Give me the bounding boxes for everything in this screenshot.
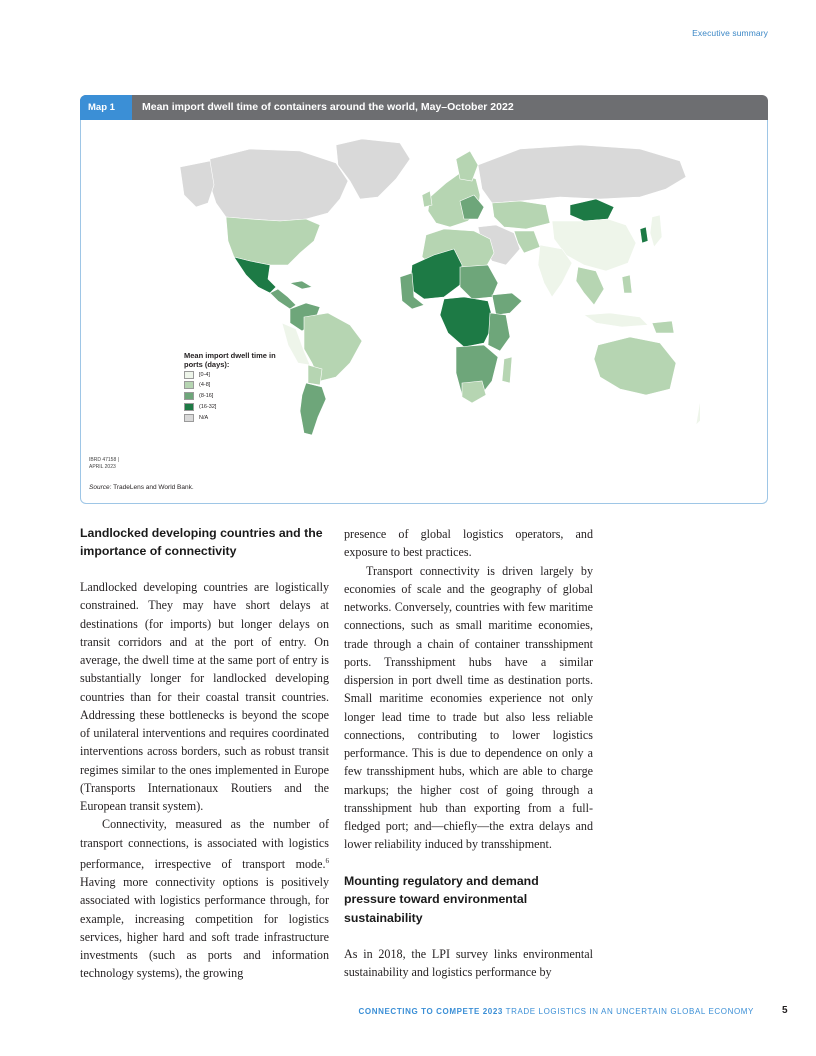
map-region-central-asia: [492, 201, 550, 229]
map-region-sahel: [410, 249, 462, 299]
paragraph: presence of global logistics operators, and exposure to best practices.: [344, 527, 593, 560]
legend-label: (4-8]: [199, 382, 211, 389]
map-region-australia: [594, 337, 676, 395]
legend-label: [0-4]: [199, 371, 211, 378]
map-region-philippines: [622, 275, 632, 293]
legend-label: (8-16]: [199, 393, 214, 400]
map-region-mongolia: [570, 199, 614, 221]
paragraph: Landlocked developing countries are logistically constrained. They may have short delays at destinations (for imports) but longer delays on transit corridors and at the port of entry. On average, the dwell time at the same port of entry is substantially longer for landlocked developing countries than for their coastal transit countries. Addressing these bottlenecks is beyond the scope of unilateral interventions and requires coordinated interventions across borders, such as robust transit regimes similar to the ones implemented in Europe (Transports Internationaux Routiers and the European transit system).: [80, 580, 329, 813]
running-head: Executive summary: [692, 28, 768, 38]
legend-swatch: [184, 414, 194, 422]
map-region-sudan: [460, 265, 498, 299]
section-heading: Landlocked developing countries and the importance of connectivity: [80, 526, 323, 558]
legend-swatch: [184, 381, 194, 389]
map-region-uk: [422, 191, 432, 207]
paragraph: Transport connectivity is driven largely by economies of scale and the geography of global networks. Conversely, countries with few maritime connections, such as small maritime economies, trade through a chain of container transshipment ports. Transshipment hubs have a similar dispersion in port dwell time as destination ports. Small maritime economies experience not only longer lead time to trade but also less reliable connections, contributing to lower logistics performance. This is due to dependence on only a few transshipment hubs, which are able to charge markups; the higher cost of going through a transshipment hub than exporting from a full-fledged port; and—chiefly—the extra delays and lower reliability induced by transshipment.: [344, 563, 593, 852]
legend-label: (16-32]: [199, 404, 217, 411]
map-region-canada: [210, 149, 348, 221]
legend-label: N/A: [199, 414, 209, 421]
map-region-new-zealand: [696, 399, 700, 425]
map-header: [80, 95, 768, 120]
legend-title: Mean import dwell time in ports (days):: [184, 351, 276, 369]
legend-swatch: [184, 403, 194, 411]
legend-swatch: [184, 392, 194, 400]
map-region-horn-africa: [492, 293, 522, 315]
footer: [359, 1007, 754, 1016]
legend-item: [184, 413, 294, 423]
map-label: Map 1: [80, 95, 132, 120]
map-source: [89, 484, 194, 491]
map-region-central-africa: [440, 297, 494, 347]
map-region-east-africa: [488, 313, 510, 351]
map-region-southeast-asia: [576, 267, 604, 305]
ibrd-number: IBRD 47158 |: [89, 457, 119, 463]
source-label: Source:: [89, 484, 112, 491]
ibrd-date: APRIL 2023: [89, 463, 116, 470]
map-region-russia: [478, 145, 686, 203]
paragraph-text: Connectivity, measured as the number of transport connections, is associated with logistics performance, irrespective of transport mode.: [80, 817, 329, 871]
map-region-alaska: [180, 161, 214, 207]
map-legend: [184, 351, 294, 423]
map-region-png: [652, 321, 674, 333]
legend-item: [184, 402, 294, 412]
map-title: Mean import dwell time of containers around the world, May–October 2022: [142, 101, 514, 113]
map-region-korea: [640, 227, 648, 243]
left-column: [80, 525, 329, 983]
map-region-madagascar: [502, 357, 512, 383]
footer-title: CONNECTING TO COMPETE 2023: [358, 1007, 503, 1016]
footnote-marker: 6: [325, 856, 329, 865]
right-column: [344, 525, 593, 982]
legend-swatch: [184, 371, 194, 379]
source-text: TradeLens and World Bank.: [113, 484, 194, 491]
map-region-argentina: [300, 383, 326, 435]
map-region-central-america: [270, 289, 296, 309]
map-region-south-africa: [462, 381, 486, 403]
ibrd-code: [89, 457, 119, 470]
map-region-indonesia: [584, 313, 648, 327]
section-heading: Mounting regulatory and demand pressure toward environmental sustainability: [344, 873, 539, 925]
footer-subtitle: TRADE LOGISTICS IN AN UNCERTAIN GLOBAL ECONOMY: [505, 1007, 754, 1016]
legend-item: [184, 370, 294, 380]
map-region-greenland: [336, 139, 410, 199]
paragraph-text: Having more connectivity options is positively associated with logistics performance through, for example, increasing competition for logistics services, higher hard and soft trade infrastructure investments (such as ports and information technology systems), the growing: [80, 875, 329, 981]
paragraph: [80, 815, 329, 982]
legend-item: [184, 391, 294, 401]
paragraph: As in 2018, the LPI survey links environmental sustainability and logistics performance by: [344, 947, 593, 980]
map-region-caribbean: [290, 281, 312, 289]
map-region-japan: [650, 215, 662, 247]
page-number: 5: [782, 1005, 788, 1016]
legend-item: [184, 380, 294, 390]
map-region-scandinavia: [456, 151, 478, 181]
map-region-usa: [226, 217, 320, 265]
